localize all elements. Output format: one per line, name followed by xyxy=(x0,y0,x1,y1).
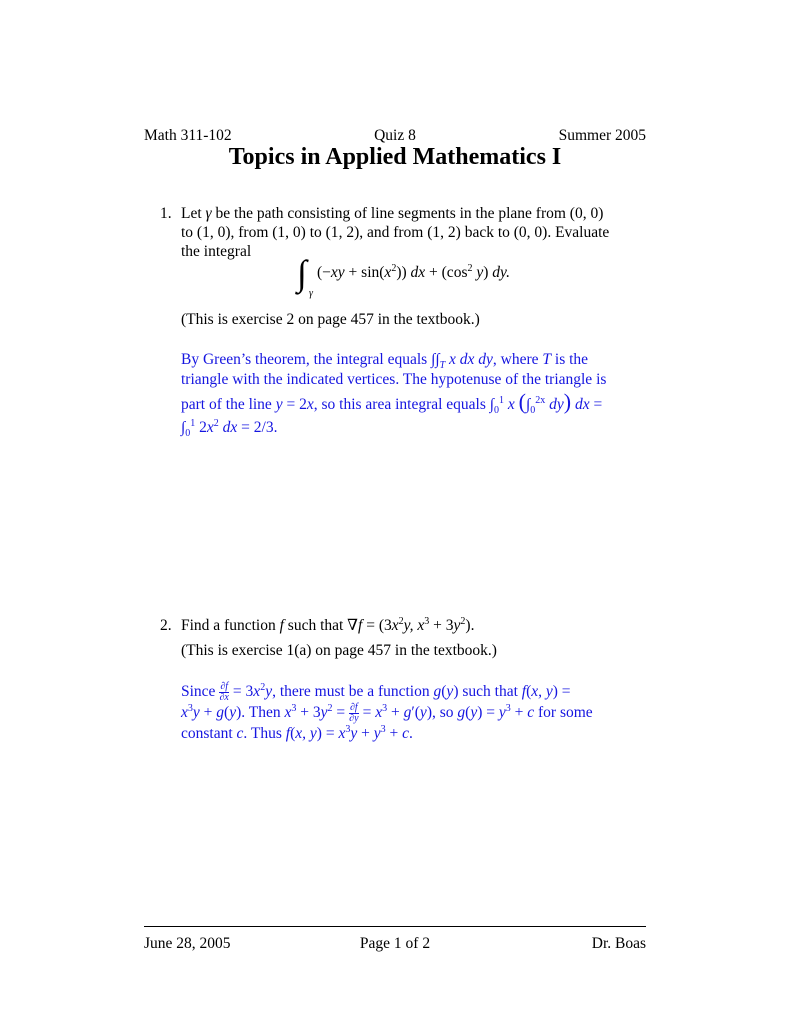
solution-2-line-1: Since $\frac{\partial f}{\partial x}$ = $3x^2y$, there must be a function g(y) such that f(x, y) = xyxy=(181,681,571,703)
integral-expression: $(-xy + \sin(x^2))$ dx + ($\cos^2$ y) dy. xyxy=(317,262,510,281)
integral-sign: ∫ xyxy=(297,253,307,293)
course-label: Math 311-102 xyxy=(144,127,232,144)
solution-2-line-2: $x^3y + g(y)$. Then $x^3 + 3y^2$ = $\frac{\partial f}{\partial y}$ = $x^3 + g'(y)$, so $g(y) = y^3 + c$ for some xyxy=(181,702,593,724)
problem-1-line-2: to (1, 0), from (1, 0) to (1, 2), and from (1, 2) back to (0, 0). Evaluate xyxy=(181,224,610,241)
solution-1-line-2: triangle with the indicated vertices. The hypotenuse of the triangle is xyxy=(181,371,607,388)
problem-2-number: 2. xyxy=(160,617,172,634)
page-title: Topics in Applied Mathematics I xyxy=(228,144,562,170)
integral-subscript: γ xyxy=(309,288,313,299)
problem-2-note: (This is exercise 1(a) on page 457 in the textbook.) xyxy=(181,642,497,659)
solution-2-line-3: constant c. Thus f(x, $y) = x^3y + y^3 + c$. xyxy=(181,723,413,742)
problem-1-note: (This is exercise 2 on page 457 in the textbook.) xyxy=(181,311,480,328)
footer-date: June 28, 2005 xyxy=(144,935,231,952)
footer-author: Dr. Boas xyxy=(591,935,646,952)
problem-1-line-3: the integral xyxy=(181,243,252,260)
quiz-label: Quiz 8 xyxy=(374,127,416,144)
footer-rule xyxy=(144,926,646,927)
problem-1-number: 1. xyxy=(160,205,172,222)
problem-1-line-1: Let γ be the path consisting of line segments in the plane from (0, 0) xyxy=(181,205,604,222)
solution-1-line-4: $\int_0^1$ $2x^2$ dx = 2/3. xyxy=(181,417,278,440)
term-label: Summer 2005 xyxy=(558,127,646,144)
footer-page: Page 1 of 2 xyxy=(359,935,431,952)
solution-1-line-3: part of the line y = 2x, so this area integral equals $\int_0^1$ x ($\int_0^{2x}$ dy) dx = xyxy=(181,389,603,417)
footer xyxy=(144,935,646,955)
problem-2-statement: Find a function f such that $\nabla f = (3x^2y$, $x^3 + 3y^2$). xyxy=(181,615,475,634)
solution-1-line-1: By Green’s theorem, the integral equals $\int\int_T$ x dx dy, where T is the xyxy=(181,351,589,372)
